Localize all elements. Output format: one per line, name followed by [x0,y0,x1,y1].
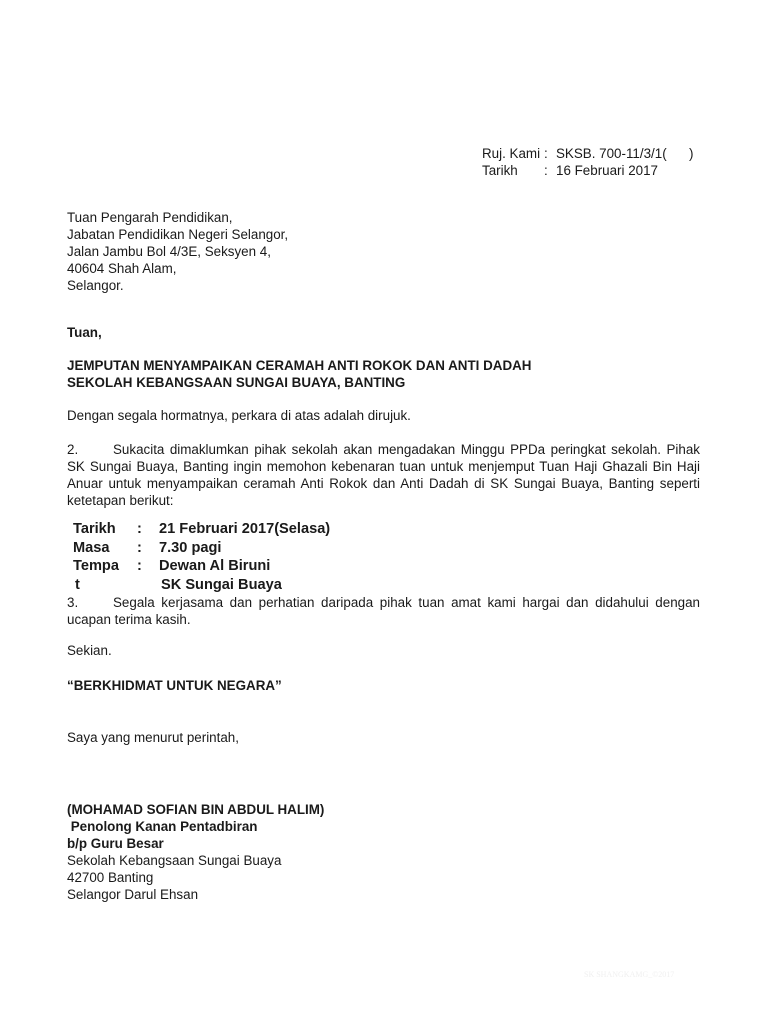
event-details [73,520,330,594]
colon: : [544,146,548,161]
ruj-label: Ruj. Kami [482,146,541,161]
reference-block [482,145,693,179]
detail-value: 21 Februari 2017(Selasa) [159,521,331,537]
opening-paragraph: Dengan segala hormatnya, perkara di atas adalah dirujuk. [67,408,411,423]
colon: : [544,163,548,178]
closing-phrase: Saya yang menurut perintah, [67,730,239,745]
paragraph-number: 2. [67,442,79,457]
detail-colon: : [137,539,142,556]
detail-row-venue [73,557,330,576]
detail-value: 7.30 pagi [159,539,222,556]
subject-line-1: JEMPUTAN MENYAMPAIKAN CERAMAH ANTI ROKOK DAN ANTI DADAH [67,358,532,373]
subject-line-2: SEKOLAH KEBANGSAAN SUNGAI BUAYA, BANTING [67,375,406,390]
detail-label: t [75,576,80,593]
tarikh-label: Tarikh [482,163,518,178]
paragraph-text: Sukacita dimaklumkan pihak sekolah akan mengadakan Minggu PPDa peringkat sekolah. Pihak SK Sungai Buaya, Banting ingin memohon kebenaran tuan untuk menjemput Tuan Haji Ghazali Bin Haji Anuar untuk menyampaikan ceramah Anti Rokok dan Anti Dadah di SK Sungai Buaya, Banting seperti ketetapan berikut: [67,442,700,508]
reference-row [482,145,693,162]
ruj-value: SKSB. 700-11/3/1( ) [556,146,694,161]
signatory-name: (MOHAMAD SOFIAN BIN ABDUL HALIM) [67,802,325,817]
paragraph-text: Segala kerjasama dan perhatian daripada pihak tuan amat kami hargai dan didahului dengan ucapan terima kasih. [67,595,700,627]
school-name: Sekolah Kebangsaan Sungai Buaya [67,853,282,868]
detail-row-time [73,539,330,558]
salutation: Tuan, [67,325,102,340]
watermark: SK SHANGKAMG_©2017 [584,970,675,979]
signature-block [67,801,324,903]
paragraph-3 [67,594,700,628]
subject-heading [67,357,531,391]
paragraph-2 [67,441,700,509]
detail-label: Masa [73,539,110,556]
school-state: Selangor Darul Ehsan [67,887,199,902]
address-line: Jabatan Pendidikan Negeri Selangor, [67,227,289,242]
signatory-title: Penolong Kanan Pentadbiran [67,819,258,834]
closing-sekian: Sekian. [67,643,112,658]
paragraph-number: 3. [67,595,79,610]
address-line: Jalan Jambu Bol 4/3E, Seksyen 4, [67,244,271,259]
address-line: Selangor. [67,278,124,293]
detail-colon: : [137,558,142,574]
detail-row-venue-cont [73,576,330,595]
address-line: 40604 Shah Alam, [67,261,177,276]
detail-value: Dewan Al Biruni [159,558,271,574]
detail-colon [139,576,161,595]
detail-value: SK Sungai Buaya [161,576,282,593]
tarikh-value: 16 Februari 2017 [556,163,658,178]
recipient-address [67,209,288,294]
detail-row-date [73,520,330,539]
detail-label: Tempa [73,558,119,574]
detail-colon: : [137,521,142,537]
signatory-on-behalf: b/p Guru Besar [67,836,164,851]
address-line: Tuan Pengarah Pendidikan, [67,210,233,225]
motto: “BERKHIDMAT UNTUK NEGARA” [67,678,282,693]
school-postcode-city: 42700 Banting [67,870,154,885]
date-row [482,162,693,179]
detail-label: Tarikh [73,521,116,537]
